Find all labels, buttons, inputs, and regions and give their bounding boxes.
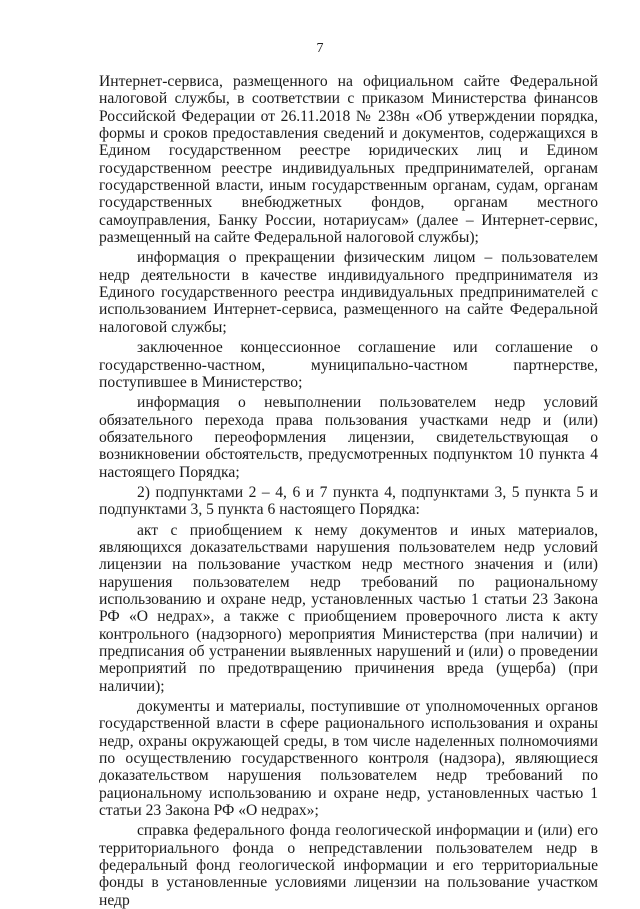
paragraph-individual-entrepreneur-termination: информация о прекращении физическим лицом – пользователем недр деятельности в качестве индивидуального предпринимателя из Единого государственного реестра индивидуальных предпринимателей с использованием Интернет-сервиса, размещенного на сайте Федеральной налоговой службы; xyxy=(99,249,598,336)
paragraph-authority-documents: документы и материалы, поступившие от уполномоченных органов государственной власти в сфере рационального использования и охраны недр, охраны окружающей среды, в том числе наделенных полномочиями по осуществлению государственного контроля (надзора), являющиеся доказательством нарушения пользователем недр требований по рациональному использованию и охране недр, установленных частью 1 статьи 23 Закона РФ «О недрах»; xyxy=(99,698,598,820)
paragraph-inspection-act: акт с приобщением к нему документов и иных материалов, являющихся доказательствами нарушения пользователем недр условий лицензии на пользование участком недр местного значения и (или) нарушения пользователем недр требований по рациональному использованию и охране недр, установленных частью 1 статьи 23 Закона РФ «О недрах», а также с приобщением проверочного листа к акту контрольного (надзорного) мероприятия Министерства (при наличии) и предписания об устранении выявленных нарушений и (или) о проведении мероприятий по предотвращению причинения вреда (ущерба) (при наличии); xyxy=(99,521,598,695)
paragraph-transfer-conditions-failure: информация о невыполнении пользователем недр условий обязательного перехода права пользования участками недр и (или) обязательного переоформления лицензии, свидетельствующая о возникновении обстоятельств, предусмотренных подпунктом 10 пункта 4 настоящего Порядка; xyxy=(99,394,598,481)
paragraph-geological-fund-certificate: справка федерального фонда геологической информации и (или) его территориального фонда о непредставлении пользователем недр в федеральный фонд геологической информации и его территориальные фонды в установленные условиями лицензии на пользование участком недр xyxy=(99,822,598,909)
document-body xyxy=(99,73,598,909)
paragraph-subitem-2: 2) подпунктами 2 – 4, 6 и 7 пункта 4, подпунктами 3, 5 пункта 5 и подпунктами 3, 5 пункта 6 настоящего Порядка: xyxy=(99,483,598,519)
page-number: 7 xyxy=(316,41,324,56)
paragraph-concession-agreement: заключенное концессионное соглашение или соглашение о государственно-частном, муниципально-частном партнерстве, поступившее в Министерство; xyxy=(99,339,598,391)
paragraph-internet-service-continuation: Интернет-сервиса, размещенного на официальном сайте Федеральной налоговой службы, в соответствии с приказом Министерства финансов Российской Федерации от 26.11.2018 № 238н «Об утверждении порядка, формы и сроков предоставления сведений и документов, содержащихся в Едином государственном реестре юридических лиц и Едином государственном реестре индивидуальных предпринимателей, органам государственной власти, иным государственным органам, судам, органам государственных внебюджетных фондов, органам местного самоуправления, Банку России, нотариусам» (далее – Интернет-сервис, размещенный на сайте Федеральной налоговой службы); xyxy=(99,73,598,247)
